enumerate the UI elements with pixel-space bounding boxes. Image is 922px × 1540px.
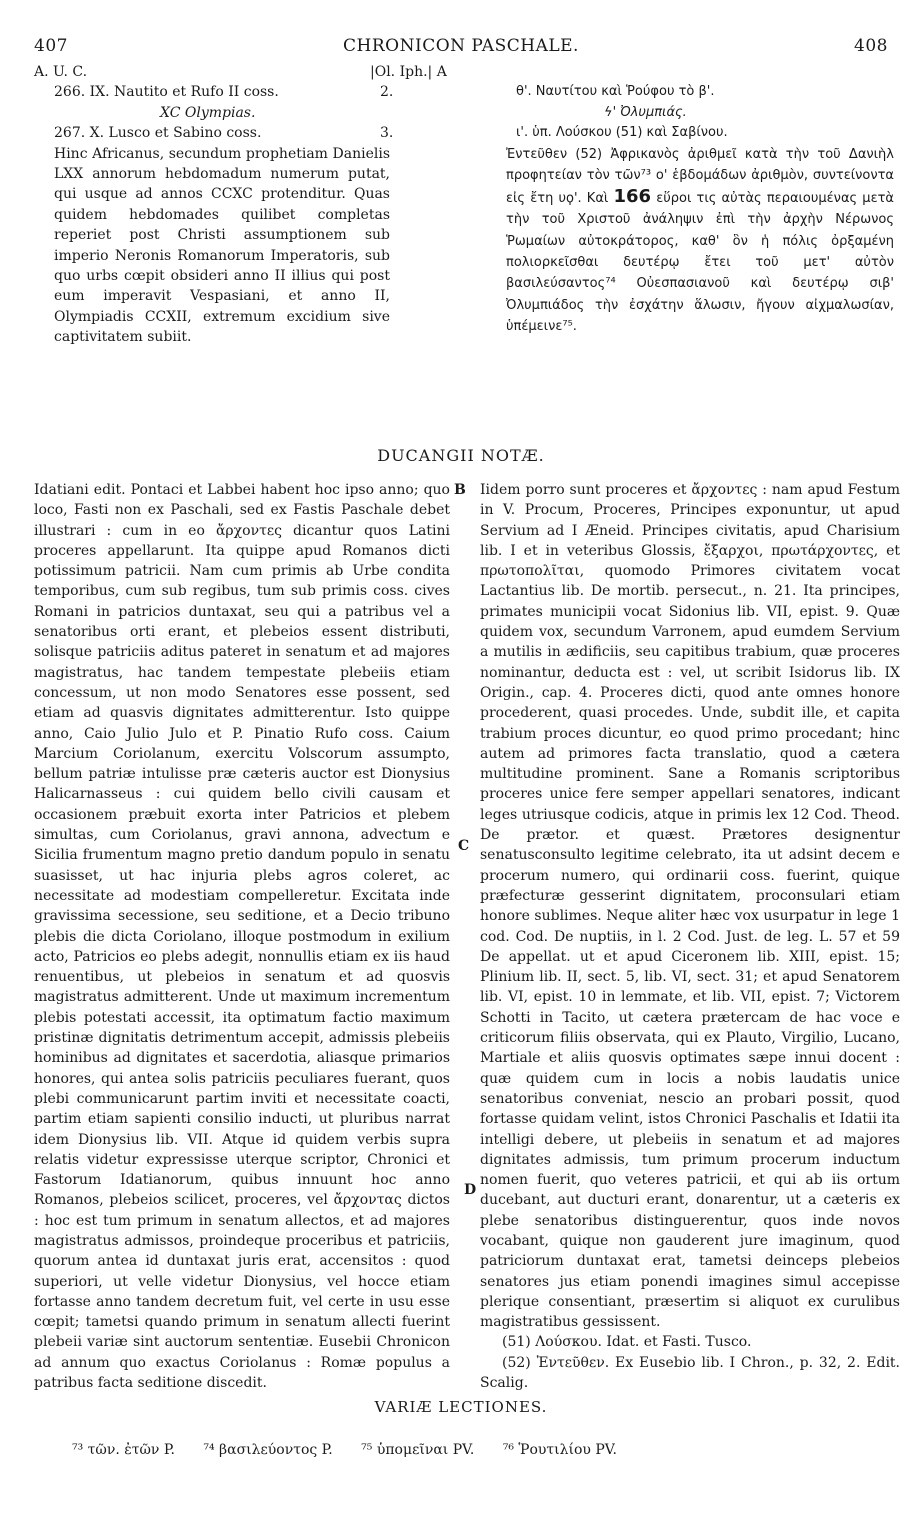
notes-right-text: Iidem porro sunt proceres et ἄρχοντες : nam apud Festum in V. Procum, Proceres, Principes exponuntur, ut apud Servium ad I Æneid. Principes civitatis, apud Charisium lib. I et in veteribus Glossis, ἔξαρχοι, πρωτάρχοντες, et πρωτοπολῖται, quomodo Primores civitatem vocat Lactantius lib. De mortib. persecut., n. 21. Ita principes, primates municipii vocat Sidonius lib. VII, epist. 9. Quæ quidem vox, secundum Varronem, apud eumdem Servium a mutilis in ædificiis, seu capitibus trabium, quæ proceres nominantur, deducta est : vel, ut scribit Isidorus lib. IX Origin., cap. 4. Proceres dicti, quod ante omnes honore procederent, quasi procedes. Unde, subdit ille, et capita trabium proces dicuntur, eo quod primo procedant; hinc autem ad primores facta translatio, quod a cætera multitudine prominent. Sane a Romanis scriptoribus proceres unice fere semper appellari senatores, indicant leges utriusque codicis, atque in primis lex 12 Cod. Theod. De prætor. et quæst. Prætores designentur senatusconsulto legitime celebrato, ita ut adsint decem e procerum numero, qui ordinarii coss. fuerint, quique præfecturæ gesserint dignitatem, proconsulari etiam honore sublimes. Neque aliter hæc vox usurpatur in lege 1 cod. Cod. De nuptiis, in l. 2 Cod. Just. de leg. L. 57 et 59 De appellat. ut et apud Ciceronem lib. XIII, epist. 15; Plinium lib. II, sect. 5, lib. VI, sect. 31; et apud Senatorem lib. VI, epist. 10 in lemmate, et lib. VII, epist. 7; Victorem Schotti in Tacito, ut cætera prætercam de hac voce e criticorum filiis observata, qui ex Plauto, Virgilio, Lucano, Martiale et aliis quosvis optimates sæpe innui docent : quæ quidem cum in locis a nobis laudatis unice senatoribus conveniat, nescio an probari possit, quod fortasse quidam velint, istos Chronici Paschalis et Idatii ita intelligi debere, ut plebeiis in senatum et ad majores dignitates admissis, tum primum procerum inductum nomen fuerit, quo veteres patricii, et qui ab iis ortum ducebant, aut ducturi erant, donarentur, ut a cæteris ex plebe senatoribus distinguerentur, quos inde novos vocabant, quique non gauderent jure imaginum, quod patriciorum duntaxat erat, tametsi deinceps plebeios senatores jus etiam ponendi imagines simul accepisse plerique consentiant, præsertim si aliquot ex curulibus magistratibus gessissent.: [480, 482, 900, 1331]
entry-latin: XC Olympias.: [160, 104, 256, 121]
entry-latin: 266. IX. Nautito et Rufo II coss.: [54, 84, 279, 101]
variae-heading: VARIÆ LECTIONES.: [374, 1398, 548, 1416]
auc-label: A. U. C.: [34, 64, 88, 80]
notes-right-column: [480, 480, 900, 1393]
entry-greek: ϟ' Ὀλυμπιάς.: [604, 104, 687, 120]
page-number-left: 407: [34, 36, 68, 56]
variant-reading: ⁷⁶ Ῥουτιλίου PV.: [502, 1442, 617, 1458]
entry-ol: 3.: [380, 125, 394, 142]
ol-label: |Ol. Iph.| A: [370, 64, 447, 80]
notes-left-column: Idatiani edit. Pontaci et Labbei habent hoc ipso anno; quo loco, Fasti non ex Paschali, sed ex Fastis Paschale debet illustrari : cum in eo ἄρχοντες dicantur quos Latini proceres appellarunt. Ita quippe apud Romanos dicti potissimum patricii. Nam cum primis ab Urbe condita temporibus, cum sub regibus, tum sub primis coss. cives Romani in patricios duntaxat, seu qui a patribus vel a senatoribus orti erant, et plebeios essent distributi, solisque patriciis aditus pateret in senatum et ad majores magistratus, hac tandem tempestate plebeiis etiam concessum, ut non modo Senatores esse possent, sed etiam ad quasvis dignitates admitterentur. Isto quippe anno, Caio Julio Julo et P. Pinatio Rufo coss. Caium Marcium Coriolanum, exercitu Volscorum assumpto, bellum patriæ intulisse præ cæteris auctor est Dionysius Halicarnasseus : cui quidem bello civili causam et occasionem præbuit exorta inter Patricios et plebem simultas, cum Coriolanus, gravi annona, advectum e Sicilia frumentum magno pretio dandum populo in senatu suasisset, ut hac injuria plebs agros coleret, ac necessitate ad modestiam compelleretur. Excitata inde gravissima secessione, seu seditione, et a Decio tribuno plebis die dicta Coriolano, illoque postmodum in exilium acto, Patricios eo plebs adegit, nonnullis etiam ex iis haud renuentibus, ut plebeios in senatum et ad quosvis magistratus admitterent. Unde ut maximum incrementum plebis potestati accessit, ita optimatum factio maximum pristinæ dignitatis detrimentum accepit, admissis plebeiis hominibus ad dignitates et sacerdotia, aliasque primarios honores, qui antea solis patriciis peculiares fuerant, quos plebi communicarunt partim inviti et necessitate coacti, partim etiam sapienti consilio inducti, ut pluribus narrat idem Dionysius lib. VII. Atque id quidem verbis supra relatis videtur expressisse uterque scriptor, Chronici et Fastorum Idatianorum, quibus innuunt hoc anno Romanos, plebeios scilicet, proceres, vel ἄρχοντας dictos : hoc est tum primum in senatum allectos, et ad majores magistratus admissos, proindeque proceribus et patriciis, quorum antea id duntaxat juris erat, accensitos : quod superiori, ut velle videtur Dionysius, vel hocce etiam fortasse anno tandem decretum fuit, vel certe in usu esse cœpit; tametsi quando primum in senatum allecti fuerint plebeii variæ sint auctorum sententiæ. Eusebii Chronicon ad annum quo exactus Coriolanus : Romæ populus a patribus facta seditione discedit.: [34, 482, 450, 1392]
footnote-51: (51) Λούσκου. Idat. et Fasti. Tusco.: [502, 1334, 752, 1351]
greek-paragraph: [506, 144, 894, 338]
variae-lectiones: [72, 1442, 872, 1458]
greek-text-b: εὕροι τις αὐτὰς περαιουμένας μετὰ τὴν τοῦ Χριστοῦ ἀνάληψιν ἐπὶ τὴν ἀρχὴν Νέρωνος Ῥωμαίων αὐτοκράτορος, καθ' ὃν ἡ πόλις ὀρξαμένη πολιορκεῖσθαι δευτέρῳ ἔτει τοῦ μετ' αὐτὸν βασιλεύσαντος⁷⁴ Οὐεσπασιανοῦ καὶ δευτέρῳ σιβ' Ὀλυμπιάδος τὴν ἐσχάτην ἅλωσιν, ἤγουν αἰχμαλωσίαν, ὑπέμεινε⁷⁵.: [506, 191, 894, 334]
column-labels-row: [34, 62, 894, 82]
running-header: [34, 36, 888, 58]
margin-marker-b: B: [454, 482, 466, 498]
entry-row: [34, 82, 894, 102]
margin-number: 166: [613, 186, 652, 208]
margin-marker-c: C: [458, 838, 470, 854]
variant-reading: ⁷⁴ βασιλεύοντος P.: [203, 1442, 333, 1458]
entry-greek: θ'. Ναυτίτου καὶ Ῥούφου τὸ β'.: [516, 84, 715, 100]
greek-text-a: Ἐντεῦθεν (52) Ἀφρικανὸς ἀριθμεῖ κατὰ τὴν τοῦ Δανιὴλ προφητείαν τὸν τῶν⁷³ ο' ἑβδομάδων ἀριθμὸν, συντείνοντα εἰς ἔτη υϙ'. Καὶ: [506, 146, 894, 207]
latin-paragraph: Hinc Africanus, secundum prophetiam Danielis LXX annorum hebdomadum numerum putat, qui usque ad annos CCXC protenditur. Quas quidem hebdomades quilibet completas reperiet post Christi assumptionem sub imperio Neronis Romanorum Imperatoris, sub quo urbs cœpit obsideri anno II illius qui post eum imperavit Vespasiani, et anno II, Olympiadis CCXII, extremum excidium sive captivitatem subiit.: [54, 145, 390, 346]
page-number-right: 408: [854, 36, 888, 56]
entry-row: [34, 123, 894, 143]
entry-latin: 267. X. Lusco et Sabino coss.: [54, 125, 262, 142]
notes-heading: DUCANGII NOTÆ.: [377, 446, 545, 465]
chronicle-entries: [34, 62, 894, 434]
footnote-52: (52) Ἐντεῦθεν. Ex Eusebio lib. I Chron., p. 32, 2. Edit. Scalig.: [480, 1354, 900, 1392]
entry-row: [34, 103, 894, 123]
running-title: CHRONICON PASCHALE.: [343, 36, 579, 56]
entry-ol: 2.: [380, 84, 394, 101]
variant-reading: ⁷⁵ ὑπομεῖναι PV.: [361, 1442, 475, 1458]
entry-greek: ι'. ὑπ. Λούσκου (51) καὶ Σαβίνου.: [516, 125, 728, 141]
margin-marker-a: A: [436, 64, 447, 80]
variant-reading: ⁷³ τῶν. ἐτῶν P.: [72, 1442, 175, 1458]
margin-marker-d: D: [464, 1182, 477, 1198]
